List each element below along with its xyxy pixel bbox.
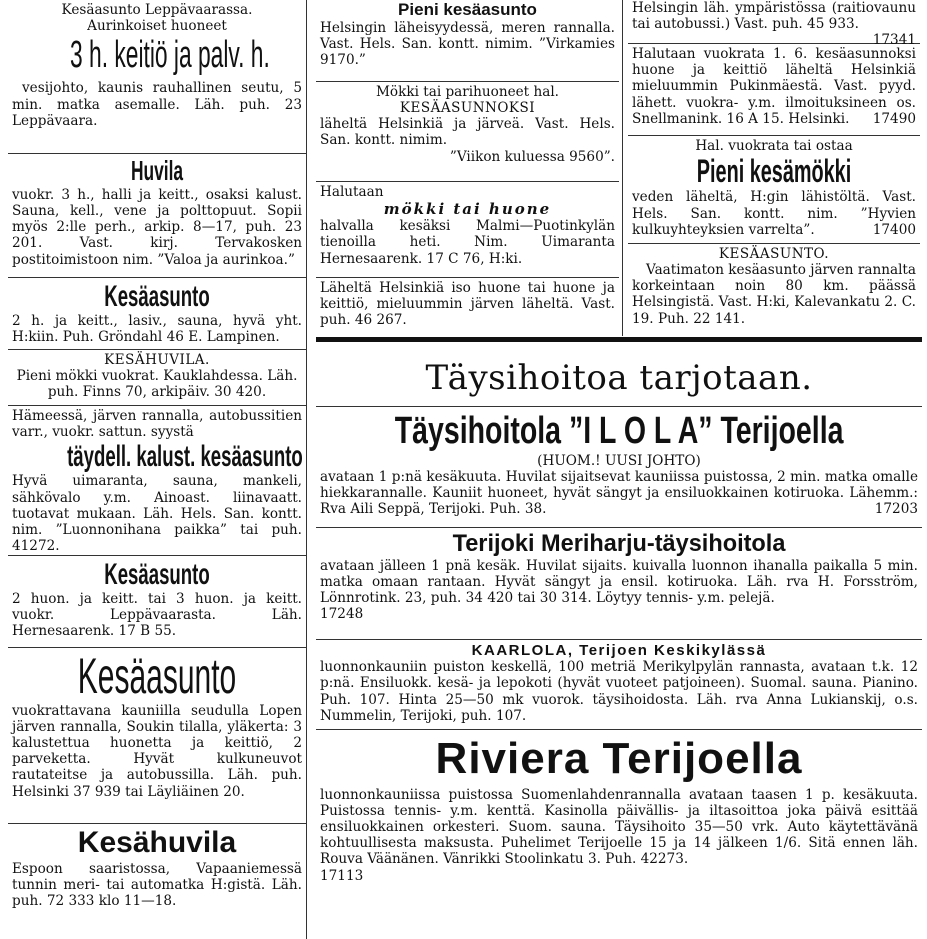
ad-kesahuvila-kauklahti <box>8 350 306 406</box>
ad-kesaasunto-leppavaara <box>8 556 306 648</box>
ad-body: Pieni mökki vuokrat. Kauklahdessa. Läh. puh. Finns 70, arkipäiv. 30 420. <box>16 368 298 401</box>
ad-line: Kesäasunto Leppävaarassa. <box>61 2 253 18</box>
ad-body: vuokrattavana kauniilla seudulla Lopen järven rannalla, Soukin tilalla, yläkerta: 3 kalustettua huonetta ja keittiö, 2 parveketta. Hyvät kulkuneuvot rautateitse ja autobussilla. Läh. puh. Helsinki 37 939 tai Läyliäinen 20. <box>12 702 302 800</box>
ad-huvila <box>8 154 306 278</box>
ad-number: 17490 <box>872 110 916 127</box>
section-taysihoito <box>316 348 922 939</box>
ad-body: Helsingin läh. ympäristössa (raitiovaunu tai autobussi.) Vast. puh. 45 933. <box>632 0 916 33</box>
ad-headline: Pieni kesäasunto <box>398 0 537 19</box>
ad-body <box>632 46 916 127</box>
ad-headline: Huvila <box>130 155 184 186</box>
ad-headline: Kesäasunto <box>77 648 237 704</box>
ad-body: Hyvä uimaranta, sauna, mankeli, sähkövalo y.m. Ainoast. liinavaatt. tuotavat mukaan. Läh. Hels. San. kontt. nim. ”Luonnonihana paikka” tai puh. 41272. <box>12 473 302 555</box>
ad-body-text: avataan 1 p:nä kesäkuuta. Huvilat sijaitsevat kauniissa puistossa, 2 min. matka omalle hiekkarannalle. Kauniit huoneet, hyvät sängyt ja ensiluokkainen kotiruoka. Lähemm.: Rva Aili Seppä, Terijoki. Puh. 38. <box>320 469 918 518</box>
ad-kaarlola <box>316 640 922 730</box>
ad-headline: Kesäasunto <box>104 558 210 591</box>
ad-body: luonnonkauniissa puistossa Suomenlahdenrannalla avataan taasen 1 p. kesäkuuta. Puistossa tennis- y.m. kenttä. Kasinolla päivällis- ja iltasoittoa joka päivä esittää ensiluokkainen orkesteri. Suom. sauna. Täysihoito 35—50 vrk. Auto käytettävänä kohtuullisesta maksusta. Puhelimet Terijoelle 15 ja 14 jälkeen 1/6. Sitä ennen läh. Rouva Väänänen. Vänrikki Stoolinkatu 3. Puh. 42273. <box>320 786 918 868</box>
ad-kesaasunnoksi <box>316 82 619 182</box>
ad-headline: 3 h. keitiö ja palv. h. <box>70 34 270 77</box>
ad-body: vuokr. 3 h., halli ja keitt., osaksi kalust. Sauna, kell., vene ja polttopuut. Sopii myös 2:lle perh., arkip. 8—17, puh. 23 201. Vast. kirj. Tervakosken postitoimistoon nim. ”Valoa ja aurinkoa.” <box>12 186 302 268</box>
ad-line: Hal. vuokrata tai ostaa <box>695 138 853 154</box>
ad-body: luonnonkauniin puiston keskellä, 100 metriä Merikylpylän rannasta, avataan t.k. 12 p:nä. Ensiluokk. kesä- ja lepokoti (hyvät vuoteet patjoineen). Suomal. sauna. Pianino. Puh. 107. Hinta 25—50 mk vuorok. täysihoidosta. Läh. rva Anna Lukianskij, o.s. Nummelin, Terijoki, puh. 107. <box>320 659 918 724</box>
ad-body: läheltä Helsinkiä ja järveä. Vast. Hels. San. kontt. nimim. <box>320 116 615 149</box>
ad-headline: Kesäasunto <box>104 280 210 313</box>
ad-body: 2 h. ja keitt., lasiv., sauna, hyvä yht. H:kiin. Puh. Gröndahl 46 E. Lampinen. <box>12 313 302 346</box>
ad-body: halvalla kesäksi Malmi—Puotinkylän tienoilla heti. Nim. Uimaranta Hernesaarenk. 17 C 76, H:ki. <box>320 218 615 267</box>
column-divider <box>622 0 623 336</box>
ad-number: 17400 <box>872 221 916 238</box>
ad-riviera <box>316 730 922 890</box>
ad-body <box>632 189 916 238</box>
section-rule <box>316 337 922 342</box>
ad-body: Läheltä Helsinkiä iso huone tai huone ja keittiö, mieluummin järven läheltä. Vast. puh. 46 267. <box>320 280 615 329</box>
ad-body: avataan jälleen 1 pnä kesäk. Huvilat sijaits. kuivalla luonnon ihanalla paikalla 5 min. matka omaan rantaan. Hyvät sängyt ja ensil. kotiruoka. Läh. rva H. Forsström, Lönnrotink. 23, puh. 34 420 tai 30 314. Löytyy tennis- y.m. pelejä. <box>320 557 918 606</box>
ad-pieni-kesamokki <box>628 136 920 244</box>
ad-kesaasunto-80km <box>628 244 920 332</box>
ad-meriharju <box>316 528 922 640</box>
ad-line: Aurinkoiset huoneet <box>87 18 227 35</box>
ad-number: 17203 <box>874 501 918 518</box>
ad-body-text: Halutaan vuokrata 1. 6. kesäasunnoksi huone ja keittiö läheltä Helsinkiä mieluummin Pukinmäestä. Vast. pyyd. lähett. vuokra- y.m. ilmoituksineen os. Snellmanink. 16 A 15. Helsinki. <box>632 46 916 127</box>
ad-subtitle: (HUOM.! UUSI JOHTO) <box>537 452 701 469</box>
ad-body <box>320 469 918 518</box>
ad-pukinmaki <box>628 44 920 136</box>
ad-body: Espoon saaristossa, Vapaaniemessä tunnin meri- tai automatka H:gistä. Läh. puh. 72 333 klo 11—18. <box>12 860 302 909</box>
ad-headline: KESÄASUNNOKSI <box>399 100 536 117</box>
ad-kesahuvila-espoo <box>8 824 306 939</box>
ad-pieni-kesaasunto <box>316 0 619 82</box>
ad-body: vesijohto, kaunis rauhallinen seutu, 5 min. matka asemalle. Läh. puh. 23 Leppävaara. <box>12 80 302 129</box>
column-right <box>628 0 920 340</box>
ad-signature: ”Viikon kuluessa 9560”. <box>449 148 615 165</box>
ad-headline: Terijoki Meriharju-täysihoitola <box>452 530 786 557</box>
ad-hameessa <box>8 406 306 556</box>
column-left <box>8 0 307 939</box>
ad-headline: Pieni kesämökki <box>696 153 852 190</box>
column-middle <box>316 0 619 340</box>
ad-body: Vaatimaton kesäasunto järven rannalta korkeintaan noin 80 km. päässä Helsingistä. Vast. H:ki, Kalevankatu 2. C. 19. Puh. 22 141. <box>632 262 916 327</box>
section-title: Täysihoitoa tarjotaan. <box>425 358 813 398</box>
ad-line: Halutaan <box>320 184 384 200</box>
ad-headline: Täysihoitola ”I L O L A” Terijoella <box>394 410 844 452</box>
ad-raitiovaunu <box>628 0 920 49</box>
ad-leppavaara <box>8 0 306 154</box>
ad-ilola <box>316 406 922 528</box>
ad-intro: Hämeessä, järven rannalla, autobussitien varr., vuokr. sattun. syystä <box>12 408 302 441</box>
ad-number: 17248 <box>320 606 364 623</box>
ad-body: Helsingin läheisyydessä, meren rannalla. Vast. Hels. San. kontt. nimim. ”Virkamies 9170.” <box>320 19 615 68</box>
ad-mokki-tai-huone <box>316 182 619 278</box>
ad-headline: täydell. kalust. kesäasunto <box>67 440 303 474</box>
ad-headline: KESÄASUNTO. <box>718 246 830 262</box>
ad-headline: KESÄHUVILA. <box>104 352 210 368</box>
ad-body: 2 huon. ja keitt. tai 3 huon. ja keitt. vuokr. Leppävaarasta. Läh. Hernesaarenk. 17 B 55. <box>12 591 302 640</box>
ad-headline: Kesähuvila <box>77 826 237 859</box>
ad-headline: mökki tai huone <box>383 200 552 219</box>
ad-headline: Riviera Terijoella <box>435 734 803 783</box>
ad-number: 17341 <box>872 32 916 49</box>
ad-headline: KAARLOLA, Terijoen Keskikylässä <box>471 642 767 659</box>
ad-kesaasunto-lampinen <box>8 278 306 350</box>
ad-number: 17113 <box>320 867 364 884</box>
ad-iso-huone <box>316 278 619 334</box>
ad-body-text: veden läheltä, H:gin lähistöltä. Vast. Hels. San. kontt. nim. ”Hyvien kulkuyhteyksien varrelta”. <box>632 189 916 238</box>
ad-line: Mökki tai parihuoneet hal. <box>376 84 559 100</box>
ad-kesaasunto-loppi <box>8 648 306 824</box>
